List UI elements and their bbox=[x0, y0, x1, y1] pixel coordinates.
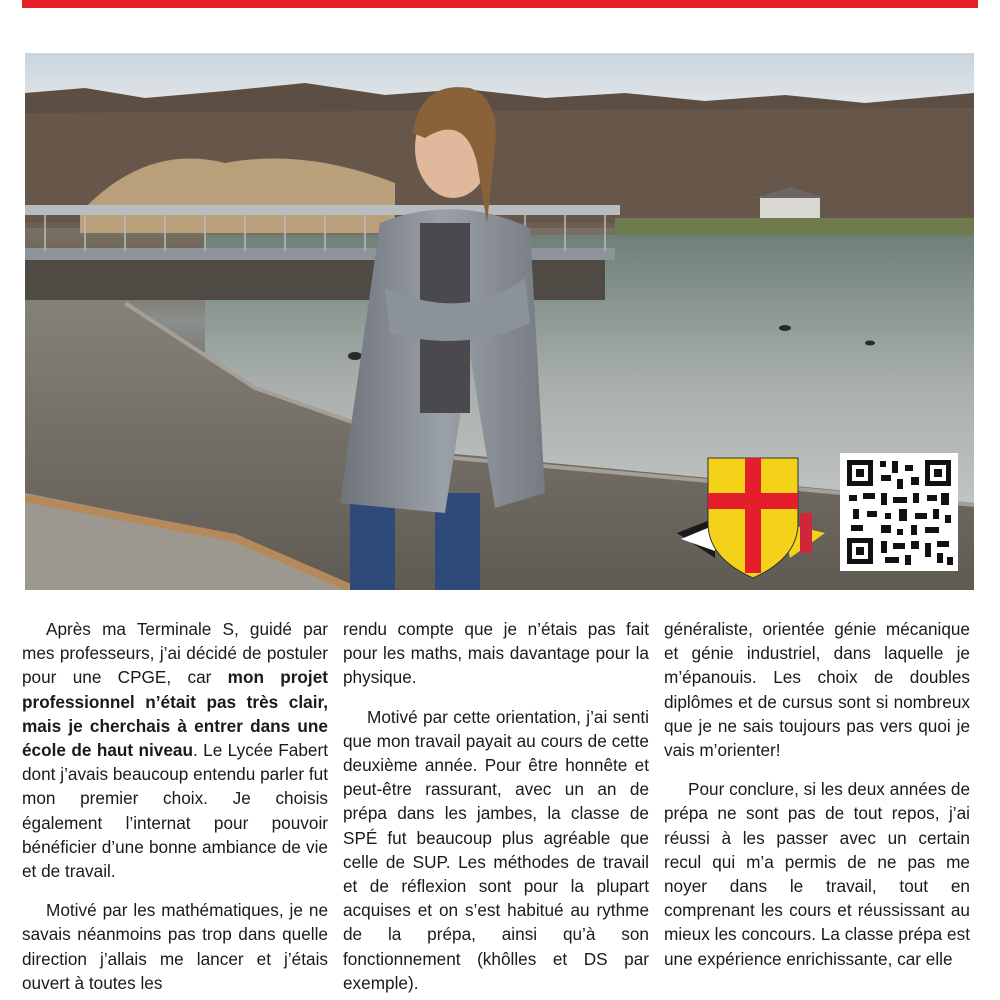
paragraph-continued: rendu compte que je n’étais pas fait pour les maths, mais davantage pour la physique. bbox=[343, 619, 649, 688]
paragraph-continued: généraliste, orientée génie mécanique et génie industriel, dans laquelle je m’épanouis. Les choix de doubles diplômes et de cursus sont si nombreux que je ne sais toujours pas vers quoi je vais m’orienter! bbox=[664, 619, 970, 761]
paragraph-orientation: Motivé par cette orientation, j’ai senti que mon travail payait au cours de cette deuxième année. Pour être honnête et peut-être rassurant, avec un an de prépa dans les jambes, la classe de SPÉ fut beaucoup plus agréable que celle de SUP. Les méthodes de travail et de réflexion sont pour la plupart acquises et on s’est habitué au rythme de la prépa, ainsi qu’à son fonctionnement (khôlles et DS par exemple). bbox=[343, 706, 649, 993]
text-run: Après ma Terminale S, guidé par mes professeurs, j’ai décidé de postuler pour une CPGE, car bbox=[22, 619, 328, 688]
qr-code-icon bbox=[840, 453, 958, 571]
article-body bbox=[22, 617, 978, 1000]
paragraph-motivation: Motivé par les mathématiques, je ne savais néanmoins pas trop dans quelle direction j’allais me lancer et j’étais ouvert à toutes les bbox=[22, 900, 328, 993]
article-column-3 bbox=[664, 617, 970, 986]
text-run: . Le Lycée Fabert dont j’avais beaucoup entendu parler fut mon premier choix. Je choisis également l’internat pour pouvoir bénéficier d’une bonne ambiance de vie et de travail. bbox=[22, 740, 328, 882]
accent-bar bbox=[22, 0, 978, 8]
article-column-1 bbox=[22, 617, 328, 1000]
bold-statement: mon projet professionnel n’était pas très clair, mais je cherchais à entrer dans une école de haut niveau bbox=[22, 667, 328, 761]
student-photo bbox=[25, 53, 974, 590]
paragraph-intro bbox=[22, 617, 328, 883]
article-column-2 bbox=[343, 617, 649, 1000]
paragraph-conclusion: Pour conclure, si les deux années de prépa ne sont pas de tout repos, j’ai réussi à les passer avec un certain recul qui m’a permis de ne pas me noyer dans le travail, tout en comprenant les cours et réussissant au mieux les concours. La classe prépa est une expérience enrichissante, car elle bbox=[664, 779, 970, 969]
photo-scene bbox=[25, 53, 974, 590]
